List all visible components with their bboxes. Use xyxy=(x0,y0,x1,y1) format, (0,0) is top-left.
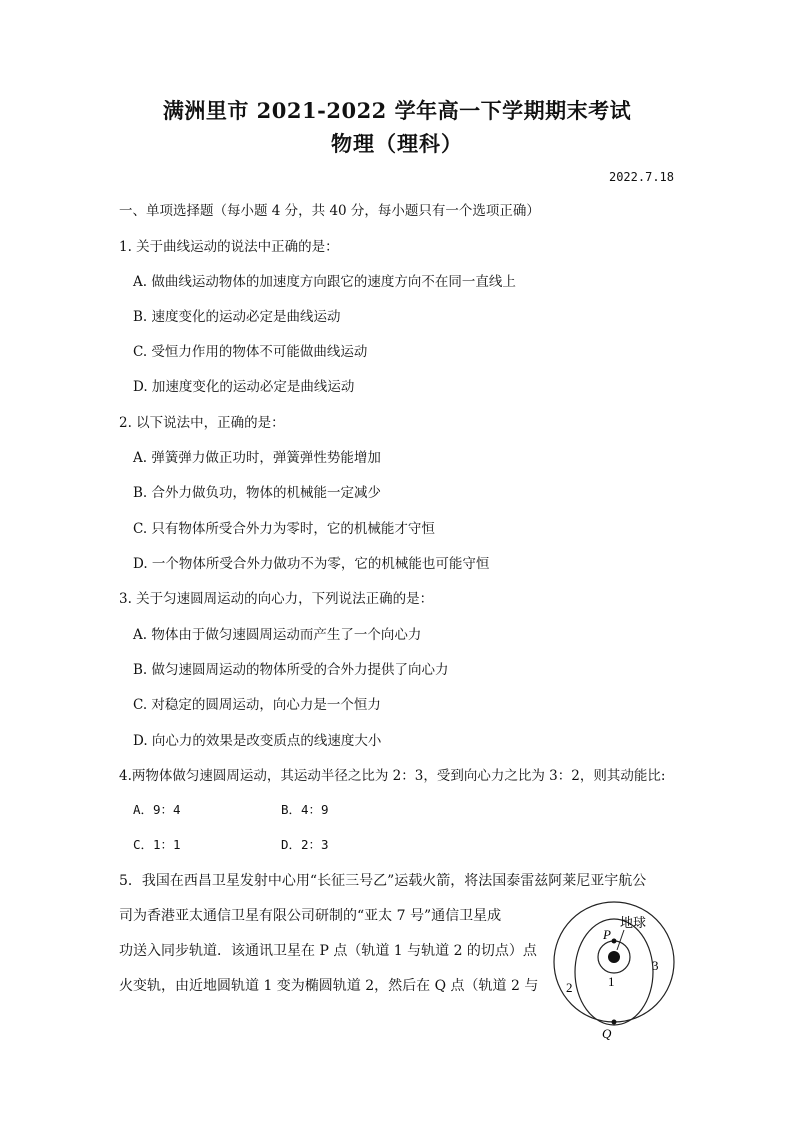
question-1-option-d: D. 加速度变化的运动必定是曲线运动 xyxy=(133,379,355,395)
question-2-option-b: B. 合外力做负功，物体的机械能一定减少 xyxy=(133,485,382,501)
earth-icon xyxy=(608,951,620,963)
question-1-option-b: B. 速度变化的运动必定是曲线运动 xyxy=(133,309,341,325)
question-4-option-a: A．9：4 xyxy=(133,802,181,817)
question-1-option-c: C. 受恒力作用的物体不可能做曲线运动 xyxy=(133,344,368,360)
question-3-option-a: A. 物体由于做匀速圆周运动而产生了一个向心力 xyxy=(133,627,422,643)
question-4-option-d: D．2：3 xyxy=(281,837,329,852)
question-4-option-b: B．4：9 xyxy=(281,802,329,817)
question-5-line-3: 功送入同步轨道．该通讯卫星在 P 点（轨道 1 与轨道 2 的切点）点 xyxy=(119,943,537,959)
question-1-option-a: A. 做曲线运动物体的加速度方向跟它的速度方向不在同一直线上 xyxy=(133,274,516,290)
question-3-option-d: D. 向心力的效果是改变质点的线速度大小 xyxy=(133,733,382,749)
earth-label: 地球 xyxy=(620,915,647,930)
question-3-stem: 3. 关于匀速圆周运动的向心力，下列说法正确的是： xyxy=(119,591,434,607)
question-5-line-2: 司为香港亚太通信卫星有限公司研制的“亚太 7 号”通信卫星成 xyxy=(119,908,502,924)
question-2-stem: 2. 以下说法中，正确的是： xyxy=(119,415,285,431)
orbit-3-label: 3 xyxy=(652,958,659,973)
point-p-label: P xyxy=(603,927,611,942)
point-q-label: Q xyxy=(602,1026,612,1040)
question-2-option-a: A. 弹簧弹力做正功时，弹簧弹性势能增加 xyxy=(133,450,381,466)
question-4-stem: 4.两物体做匀速圆周运动，其运动半径之比为 2：3，受到向心力之比为 3：2，则其动能比: xyxy=(119,768,666,784)
page-title: 满洲里市 2021-2022 学年高一下学期期末考试 xyxy=(162,98,632,123)
question-4-option-c: C．1：1 xyxy=(133,837,181,852)
question-2-option-d: D. 一个物体所受合外力做功不为零，它的机械能也可能守恒 xyxy=(133,556,490,572)
exam-date: 2022.7.18 xyxy=(608,170,674,184)
orbit-2-ellipse xyxy=(575,919,653,1025)
question-3-option-b: B. 做匀速圆周运动的物体所受的合外力提供了向心力 xyxy=(133,662,449,678)
point-q-marker xyxy=(612,1020,617,1025)
orbit-diagram xyxy=(544,900,684,1040)
point-p-marker xyxy=(612,939,617,944)
earth-pointer-line xyxy=(617,930,624,950)
orbit-2-label: 2 xyxy=(566,980,573,995)
question-5-line-4: 火变轨，由近地圆轨道 1 变为椭圆轨道 2，然后在 Q 点（轨道 2 与 xyxy=(119,978,539,994)
question-2-option-c: C. 只有物体所受合外力为零时，它的机械能才守恒 xyxy=(133,521,435,537)
question-3-option-c: C. 对稳定的圆周运动，向心力是一个恒力 xyxy=(133,697,381,713)
question-1-stem: 1. 关于曲线运动的说法中正确的是： xyxy=(119,239,339,255)
orbit-1-label: 1 xyxy=(608,974,615,989)
question-5-line-1: 5．我国在西昌卫星发射中心用“长征三号乙”运载火箭，将法国泰雷兹阿莱尼亚宇航公 xyxy=(119,873,647,889)
section-heading: 一、单项选择题（每小题 4 分，共 40 分，每小题只有一个选项正确） xyxy=(119,203,540,219)
page-subtitle: 物理（理科） xyxy=(331,131,463,156)
